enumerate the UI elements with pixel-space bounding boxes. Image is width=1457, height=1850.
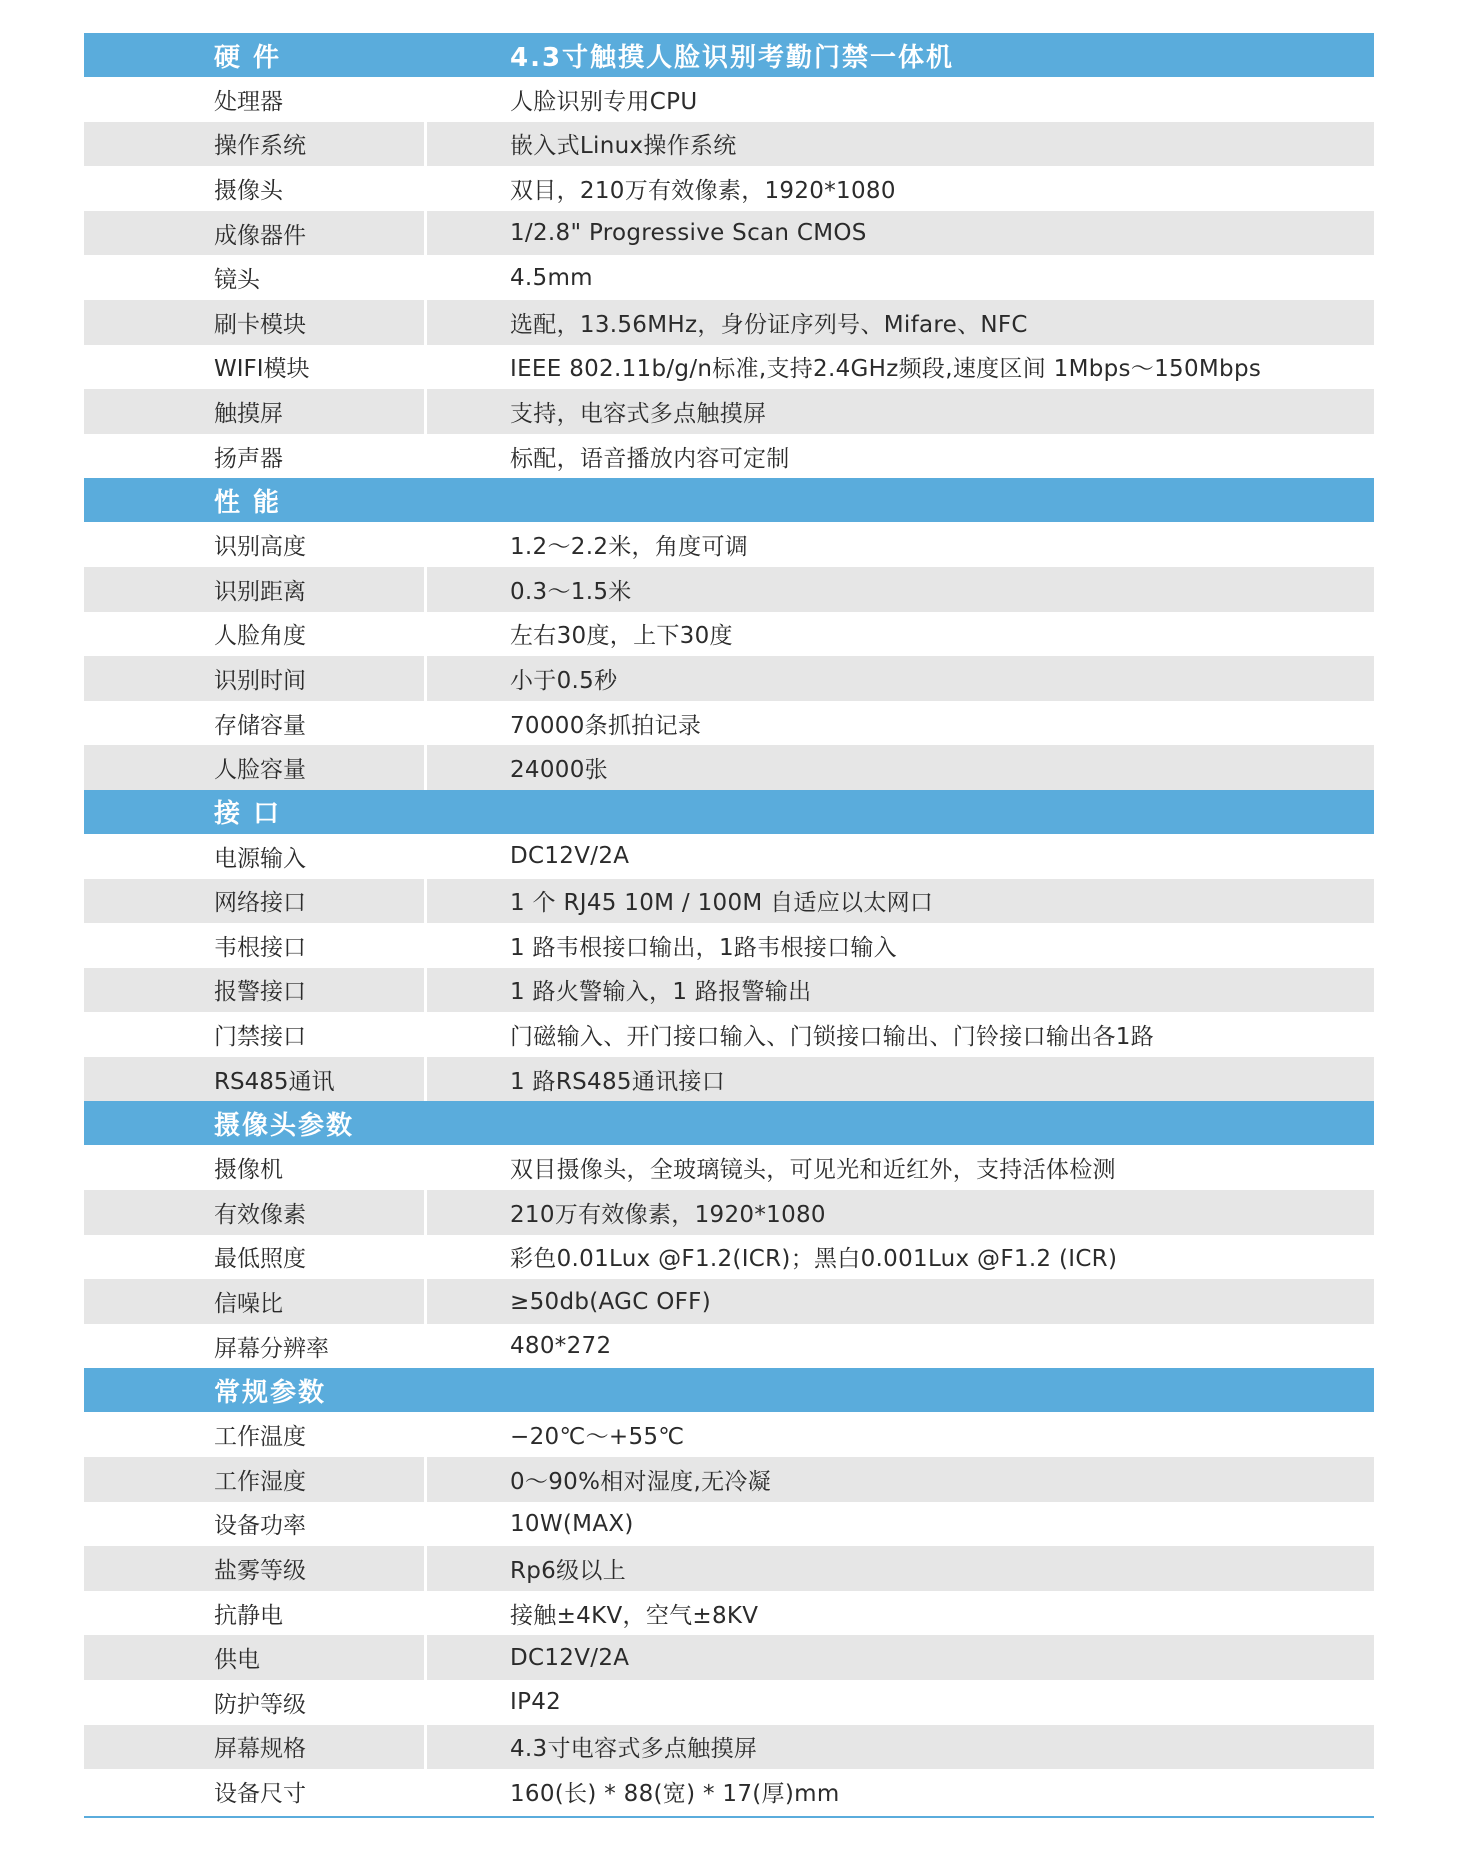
table-row (84, 1591, 1374, 1636)
spec-value: −20℃～+55℃ (510, 1424, 685, 1451)
spec-value: 1.2～2.2米，角度可调 (510, 534, 749, 561)
spec-value: 接触±4KV，空气±8KV (510, 1602, 759, 1629)
spec-value: 4.3寸电容式多点触摸屏 (510, 1736, 758, 1763)
spec-value: 标配，语音播放内容可定制 (510, 445, 790, 472)
section-header (84, 33, 1374, 77)
spec-value: 24000张 (510, 757, 608, 784)
spec-value: 1 路火警输入，1 路报警输出 (510, 979, 812, 1006)
spec-value: 10W(MAX) (510, 1510, 634, 1537)
spec-value: 160(长) * 88(宽) * 17(厚)mm (510, 1780, 840, 1807)
table-row (84, 923, 1374, 968)
spec-value: ≥50db(AGC OFF) (510, 1288, 711, 1315)
spec-label: 工作湿度 (214, 1468, 306, 1495)
table-row (84, 612, 1374, 657)
spec-value: 双目摄像头，全玻璃镜头，可见光和近红外，支持活体检测 (510, 1157, 1116, 1184)
table-row (84, 1457, 1374, 1502)
spec-label: 防护等级 (214, 1691, 306, 1718)
spec-label: 识别距离 (214, 578, 306, 605)
spec-value: 1/2.8" Progressive Scan CMOS (510, 220, 867, 247)
spec-label: 处理器 (214, 88, 283, 115)
spec-value: DC12V/2A (510, 843, 630, 870)
spec-value: 0～90%相对湿度,无冷凝 (510, 1468, 771, 1495)
spec-label: 镜头 (214, 267, 260, 294)
spec-label: 盐雾等级 (214, 1558, 306, 1585)
spec-label: 刷卡模块 (214, 311, 306, 338)
spec-value: 支持，电容式多点触摸屏 (510, 400, 767, 427)
spec-value: 嵌入式Linux操作系统 (510, 133, 737, 160)
section-header (84, 1368, 1374, 1412)
spec-label: 韦根接口 (214, 934, 306, 961)
table-row (84, 1324, 1374, 1369)
spec-value: IEEE 802.11b/g/n标准,支持2.4GHz频段,速度区间 1Mbps～150Mbps (510, 356, 1262, 383)
spec-value: 左右30度，上下30度 (510, 623, 733, 650)
section-header (84, 1101, 1374, 1145)
table-row (84, 77, 1374, 122)
table-row (84, 1546, 1374, 1591)
table-row (84, 834, 1374, 879)
table-row (84, 656, 1374, 701)
table-row (84, 1635, 1374, 1680)
spec-value: 4.5mm (510, 264, 593, 291)
spec-label: 信噪比 (214, 1291, 283, 1318)
table-row (84, 122, 1374, 167)
spec-value: IP42 (510, 1689, 562, 1716)
spec-value: 70000条抓拍记录 (510, 712, 702, 739)
table-row (84, 300, 1374, 345)
spec-label: 摄像头 (214, 177, 283, 204)
spec-label: 网络接口 (214, 890, 306, 917)
table-row (84, 1235, 1374, 1280)
table-row (84, 389, 1374, 434)
spec-value: Rp6级以上 (510, 1558, 627, 1585)
spec-value: 480*272 (510, 1333, 612, 1360)
section-title: 摄像头参数 (214, 1110, 355, 1141)
spec-label: 识别高度 (214, 534, 306, 561)
spec-label: 屏幕分辨率 (214, 1335, 329, 1362)
spec-value: DC12V/2A (510, 1644, 630, 1671)
section-title: 性 能 (214, 487, 282, 518)
table-row (84, 879, 1374, 924)
table-row (84, 1145, 1374, 1190)
spec-label: 操作系统 (214, 133, 306, 160)
table-row (84, 434, 1374, 479)
table-row (84, 968, 1374, 1013)
table-row (84, 567, 1374, 612)
table-row (84, 1190, 1374, 1235)
spec-value: 0.3～1.5米 (510, 578, 632, 605)
spec-value: 210万有效像素，1920*1080 (510, 1201, 826, 1228)
table-row (84, 701, 1374, 746)
table-row (84, 1769, 1374, 1814)
table-row (84, 1012, 1374, 1057)
table-row (84, 166, 1374, 211)
table-row (84, 522, 1374, 567)
section-title-value: 4.3寸触摸人脸识别考勤门禁一体机 (510, 42, 955, 73)
spec-value: 双目，210万有效像素，1920*1080 (510, 177, 896, 204)
section-title: 硬 件 (214, 42, 282, 73)
spec-label: WIFI模块 (214, 356, 310, 383)
spec-label: 报警接口 (214, 979, 306, 1006)
spec-table (84, 33, 1374, 1814)
spec-value: 彩色0.01Lux @F1.2(ICR)；黑白0.001Lux @F1.2 (ICR) (510, 1246, 1118, 1273)
spec-value: 选配，13.56MHz，身份证序列号、Mifare、NFC (510, 311, 1028, 338)
spec-label: 识别时间 (214, 667, 306, 694)
spec-label: 人脸容量 (214, 757, 306, 784)
spec-value: 人脸识别专用CPU (510, 88, 698, 115)
spec-value: 门磁输入、开门接口输入、门锁接口输出、门铃接口输出各1路 (510, 1024, 1155, 1051)
spec-label: 最低照度 (214, 1246, 306, 1273)
spec-value: 1 路韦根接口输出，1路韦根接口输入 (510, 934, 897, 961)
spec-label: 摄像机 (214, 1157, 283, 1184)
spec-label: 抗静电 (214, 1602, 283, 1629)
table-row (84, 345, 1374, 390)
table-row (84, 745, 1374, 790)
spec-label: 屏幕规格 (214, 1736, 306, 1763)
table-row (84, 1279, 1374, 1324)
spec-label: RS485通讯 (214, 1068, 335, 1095)
section-header (84, 790, 1374, 834)
spec-label: 扬声器 (214, 445, 283, 472)
table-row (84, 1680, 1374, 1725)
spec-label: 有效像素 (214, 1201, 306, 1228)
spec-label: 设备尺寸 (214, 1780, 306, 1807)
spec-label: 供电 (214, 1647, 260, 1674)
section-header (84, 478, 1374, 522)
bottom-divider (84, 1816, 1374, 1818)
spec-label: 成像器件 (214, 222, 306, 249)
spec-value: 1 个 RJ45 10M / 100M 自适应以太网口 (510, 890, 934, 917)
table-row (84, 1412, 1374, 1457)
spec-label: 设备功率 (214, 1513, 306, 1540)
spec-label: 门禁接口 (214, 1024, 306, 1051)
table-row (84, 211, 1374, 256)
spec-label: 电源输入 (214, 845, 306, 872)
spec-value: 小于0.5秒 (510, 667, 618, 694)
spec-label: 工作温度 (214, 1424, 306, 1451)
spec-label: 存储容量 (214, 712, 306, 739)
spec-value: 1 路RS485通讯接口 (510, 1068, 726, 1095)
section-title: 接 口 (214, 799, 282, 830)
table-row (84, 255, 1374, 300)
table-row (84, 1057, 1374, 1102)
spec-label: 触摸屏 (214, 400, 283, 427)
table-row (84, 1725, 1374, 1770)
table-row (84, 1502, 1374, 1547)
spec-label: 人脸角度 (214, 623, 306, 650)
section-title: 常规参数 (214, 1377, 327, 1408)
